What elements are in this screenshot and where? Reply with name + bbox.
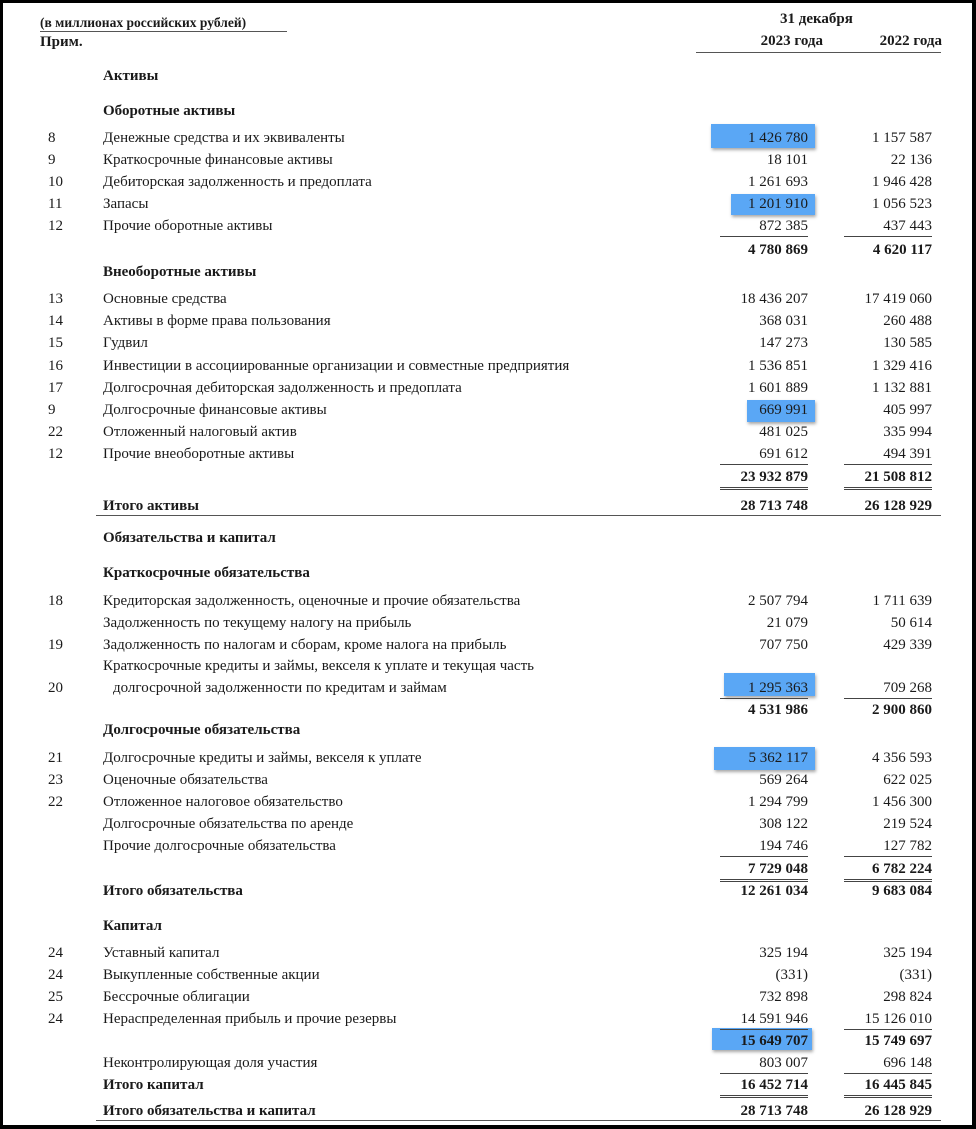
- value-2023: 803 007: [720, 1053, 808, 1074]
- value-2022: 335 994: [883, 424, 932, 440]
- total-assets-rule: [96, 515, 941, 516]
- subtotal-current-liabilities: [0, 700, 976, 720]
- line-item-multiline-cont: [0, 678, 976, 698]
- value-2022: 325 194: [883, 945, 932, 961]
- value-2023: 21 079: [766, 615, 808, 631]
- value-2023: 1 294 799: [748, 794, 808, 810]
- value-2022: 1 132 881: [872, 380, 932, 396]
- note-ref: 11: [48, 196, 63, 212]
- value-2022: 50 614: [890, 615, 932, 631]
- note-ref: 23: [48, 772, 63, 788]
- note-ref: 22: [48, 794, 63, 810]
- value-2022: 15 749 697: [864, 1033, 932, 1049]
- value-2023: 1 261 693: [748, 174, 808, 190]
- value-2022: 26 128 929: [864, 1103, 932, 1119]
- value-2022: 1 157 587: [872, 130, 932, 146]
- value-2023: 23 932 879: [720, 467, 808, 490]
- note-ref: 12: [48, 218, 63, 234]
- value-2022: 127 782: [844, 836, 932, 857]
- value-2023: 18 101: [766, 152, 808, 168]
- value-2022: 130 585: [883, 335, 932, 351]
- line-item-label: Выкупленные собственные акции: [103, 967, 320, 983]
- line-item-label: Нераспределенная прибыль и прочие резервы: [103, 1011, 397, 1027]
- line-item: [0, 333, 976, 353]
- units-caption: (в миллионах российских рублей): [40, 15, 287, 32]
- value-2023: 12 261 034: [740, 883, 808, 899]
- subtotal-noncurrent-assets: [0, 467, 976, 487]
- line-item: [0, 356, 976, 376]
- value-2022: 622 025: [883, 772, 932, 788]
- line-item: [0, 635, 976, 655]
- note-ref: 22: [48, 424, 63, 440]
- note-column-header: Прим.: [40, 34, 83, 50]
- note-ref: 21: [48, 750, 63, 766]
- section-current-assets: [0, 101, 976, 121]
- line-item-label: Долгосрочные финансовые активы: [103, 402, 327, 418]
- value-2022: 260 488: [883, 313, 932, 329]
- note-ref: 24: [48, 1011, 63, 1027]
- line-item-label: Оценочные обязательства: [103, 772, 268, 788]
- line-item-label: Бессрочные облигации: [103, 989, 250, 1005]
- section-current-liabilities: [0, 563, 976, 583]
- line-item-label: Краткосрочные финансовые активы: [103, 152, 333, 168]
- section-noncurrent-assets: [0, 262, 976, 282]
- value-2023: 28 713 748: [740, 498, 808, 514]
- line-item-label: Инвестиции в ассоциированные организации и совместные предприятия: [103, 358, 570, 374]
- section-heading: Оборотные активы: [103, 103, 236, 119]
- value-2023: 18 436 207: [740, 291, 808, 307]
- line-item: [0, 591, 976, 611]
- value-2022: 1 456 300: [872, 794, 932, 810]
- line-item-label: Активы в форме права пользования: [103, 313, 331, 329]
- line-item-multiline: [0, 656, 976, 676]
- line-item: [0, 943, 976, 963]
- section-equity: [0, 916, 976, 936]
- line-item: [0, 194, 976, 214]
- line-item: [0, 792, 976, 812]
- value-2022: 4 620 117: [872, 242, 932, 258]
- note-ref: 18: [48, 593, 63, 609]
- line-item-label: Долгосрочные обязательства по аренде: [103, 816, 354, 832]
- note-ref: 17: [48, 380, 63, 396]
- value-2023: 669 991: [759, 402, 808, 418]
- date-header: 31 декабря: [780, 11, 853, 27]
- value-2022: 437 443: [844, 216, 932, 237]
- line-item: [0, 444, 976, 464]
- line-item: [0, 150, 976, 170]
- value-2022: (331): [899, 967, 932, 983]
- line-item: [0, 748, 976, 768]
- value-2023: 732 898: [759, 989, 808, 1005]
- note-ref: 14: [48, 313, 63, 329]
- note-ref: 19: [48, 637, 63, 653]
- value-2023: 1 201 910: [748, 196, 808, 212]
- line-item: [0, 814, 976, 834]
- line-item: [0, 965, 976, 985]
- value-2022: 1 056 523: [872, 196, 932, 212]
- value-2023: 707 750: [759, 637, 808, 653]
- value-2023: 147 273: [759, 335, 808, 351]
- note-ref: 24: [48, 945, 63, 961]
- line-item-label: Кредиторская задолженность, оценочные и прочие обязательства: [103, 593, 521, 609]
- section-heading: Обязательства и капитал: [103, 530, 276, 546]
- section-heading: Капитал: [103, 918, 162, 934]
- value-2022: 6 782 224: [844, 859, 932, 882]
- line-item-label: Итого обязательства и капитал: [103, 1103, 316, 1119]
- value-2022: 219 524: [883, 816, 932, 832]
- value-2022: 22 136: [890, 152, 932, 168]
- value-2023: 194 746: [720, 836, 808, 857]
- note-ref: 9: [48, 402, 56, 418]
- value-2022: 17 419 060: [864, 291, 932, 307]
- value-2023: 325 194: [759, 945, 808, 961]
- note-ref: 25: [48, 989, 63, 1005]
- subtotal-parent-equity: [0, 1031, 976, 1051]
- line-item-label: Отложенное налоговое обязательство: [103, 794, 343, 810]
- line-item: [0, 400, 976, 420]
- value-2022: 1 946 428: [872, 174, 932, 190]
- value-2022: 298 824: [883, 989, 932, 1005]
- nci-row: [0, 1053, 976, 1073]
- line-item-label: Прочие оборотные активы: [103, 218, 273, 234]
- line-item: [0, 770, 976, 790]
- line-item-label: Задолженность по текущему налогу на прибыль: [103, 615, 412, 631]
- value-2022: 15 126 010: [844, 1009, 932, 1030]
- line-item-label: Долгосрочные кредиты и займы, векселя к уплате: [103, 750, 422, 766]
- section-heading: Внеоборотные активы: [103, 264, 257, 280]
- value-2023: 7 729 048: [720, 859, 808, 882]
- line-item-label: Итого капитал: [103, 1077, 204, 1093]
- line-item: [0, 836, 976, 856]
- line-item-label: Задолженность по налогам и сборам, кроме налога на прибыль: [103, 637, 507, 653]
- line-item: [0, 128, 976, 148]
- value-2023: 28 713 748: [740, 1103, 808, 1119]
- value-2022: 16 445 845: [844, 1075, 932, 1098]
- value-2023: 5 362 117: [748, 750, 808, 766]
- line-item: [0, 422, 976, 442]
- line-item-label: Неконтролирующая доля участия: [103, 1055, 318, 1071]
- value-2022: 2 900 860: [872, 702, 932, 718]
- line-item: [0, 172, 976, 192]
- value-2022: 405 997: [883, 402, 932, 418]
- value-2022: 21 508 812: [844, 467, 932, 490]
- line-item-label: Гудвил: [103, 335, 148, 351]
- line-item-label: Основные средства: [103, 291, 227, 307]
- line-item-label: Итого обязательства: [103, 883, 243, 899]
- note-ref: 13: [48, 291, 63, 307]
- line-item: [0, 613, 976, 633]
- line-item-label: Отложенный налоговый актив: [103, 424, 297, 440]
- value-2023: 4 531 986: [748, 702, 808, 718]
- value-2022: 1 711 639: [872, 593, 932, 609]
- note-ref: 15: [48, 335, 63, 351]
- line-item-label: Долгосрочная дебиторская задолженность и предоплата: [103, 380, 462, 396]
- total-liabilities-equity-rule: [96, 1120, 941, 1121]
- subtotal-current-assets: [0, 240, 976, 260]
- note-ref: 20: [48, 680, 63, 696]
- line-item: [0, 311, 976, 331]
- value-2023: 1 295 363: [720, 678, 808, 699]
- value-2022: 4 356 593: [872, 750, 932, 766]
- subtotal-noncurrent-liabilities: [0, 859, 976, 879]
- value-2023: 4 780 869: [748, 242, 808, 258]
- value-2023: 1 426 780: [748, 130, 808, 146]
- value-2023: (331): [775, 967, 808, 983]
- value-2022: 9 683 084: [872, 883, 932, 899]
- header-divider: [696, 52, 941, 53]
- total-liabilities-row: [0, 881, 976, 901]
- line-item-label: Краткосрочные кредиты и займы, векселя к уплате и текущая часть: [103, 658, 534, 674]
- line-item-label: Прочие внеоборотные активы: [103, 446, 295, 462]
- line-item-label: Запасы: [103, 196, 149, 212]
- value-2023: 308 122: [759, 816, 808, 832]
- section-liabilities-equity: [0, 528, 976, 548]
- line-item-label: Денежные средства и их эквиваленты: [103, 130, 345, 146]
- line-item-label: Уставный капитал: [103, 945, 220, 961]
- value-2023: 368 031: [759, 313, 808, 329]
- value-2022: 1 329 416: [872, 358, 932, 374]
- note-ref: 12: [48, 446, 63, 462]
- note-ref: 9: [48, 152, 56, 168]
- total-liabilities-equity-row: [0, 1101, 976, 1121]
- column-header-2023: 2023 года: [760, 33, 823, 49]
- line-item: [0, 216, 976, 236]
- section-heading: Долгосрочные обязательства: [103, 722, 301, 738]
- total-assets-row: [0, 496, 976, 516]
- value-2022: 429 339: [883, 637, 932, 653]
- value-2022: 709 268: [844, 678, 932, 699]
- value-2023: 15 649 707: [740, 1033, 808, 1049]
- value-2022: 494 391: [844, 444, 932, 465]
- value-2023: 16 452 714: [720, 1075, 808, 1098]
- value-2023: 872 385: [720, 216, 808, 237]
- line-item-label: Итого активы: [103, 498, 199, 514]
- value-2022: 26 128 929: [864, 498, 932, 514]
- section-heading: Активы: [103, 68, 159, 84]
- section-heading: Краткосрочные обязательства: [103, 565, 310, 581]
- line-item: [0, 987, 976, 1007]
- line-item-label: Прочие долгосрочные обязательства: [103, 838, 336, 854]
- line-item: [0, 1009, 976, 1029]
- column-header-2022: 2022 года: [879, 33, 942, 49]
- note-ref: 24: [48, 967, 63, 983]
- section-noncurrent-liabilities: [0, 720, 976, 740]
- value-2023: 691 612: [720, 444, 808, 465]
- section-assets: [0, 66, 976, 86]
- note-ref: 10: [48, 174, 63, 190]
- total-equity-row: [0, 1075, 976, 1095]
- value-2023: 1 601 889: [748, 380, 808, 396]
- line-item: [0, 289, 976, 309]
- value-2023: 481 025: [759, 424, 808, 440]
- note-ref: 16: [48, 358, 63, 374]
- line-item: [0, 378, 976, 398]
- line-item-label: Дебиторская задолженность и предоплата: [103, 174, 372, 190]
- value-2023: 1 536 851: [748, 358, 808, 374]
- line-item-label-cont: долгосрочной задолженности по кредитам и займам: [113, 680, 447, 696]
- note-ref: 8: [48, 130, 56, 146]
- value-2023: 14 591 946: [720, 1009, 808, 1030]
- value-2023: 2 507 794: [748, 593, 808, 609]
- value-2023: 569 264: [759, 772, 808, 788]
- value-2022: 696 148: [844, 1053, 932, 1074]
